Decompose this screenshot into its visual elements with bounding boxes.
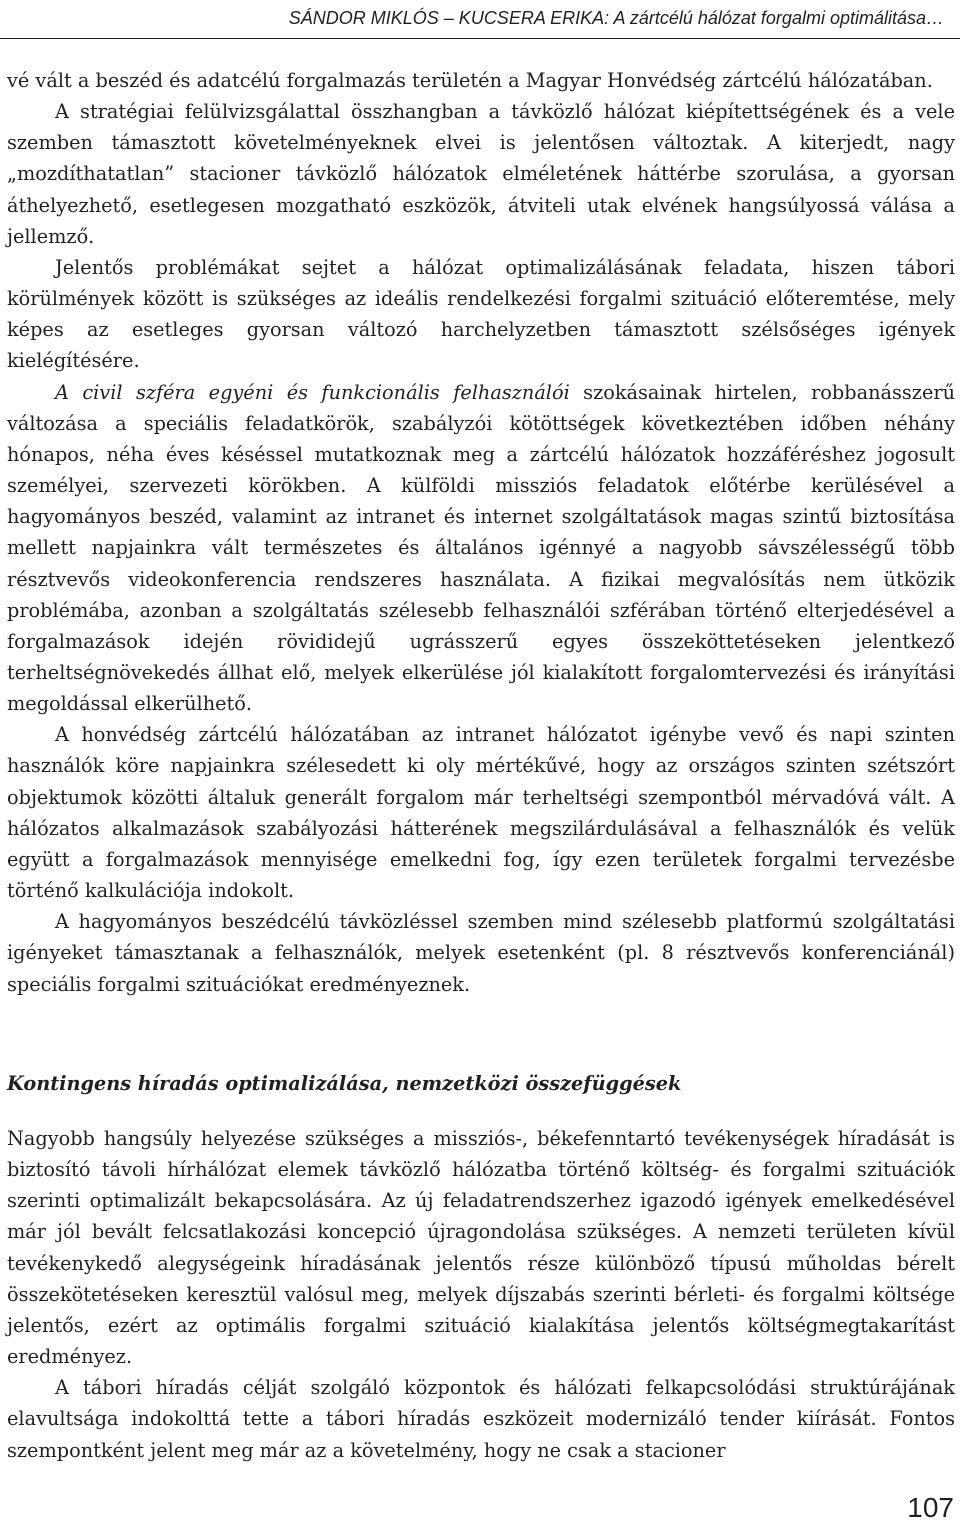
body-text-upper (7, 65, 955, 1000)
body-text-lower (7, 1123, 955, 1466)
paragraph-platform-demands: A hagyományos beszédcélú távközléssel szemben mind szélesebb platformú szolgáltatási igényeket támasztanak a felhasználók, melyek esetenként (pl. 8 résztvevős konferenciánál) speciális forgalmi szituációkat eredményeznek. (7, 910, 955, 996)
header-divider (0, 38, 960, 39)
paragraph-field-communications: A tábori híradás célját szolgáló központok és hálózati felkapcsolódási struktúrájának elavultsága indokolttá tette a tábori híradás eszközeit modernizáló tender kiírását. Fontos szempontként jelent meg már az a követelmény, hogy ne csak a stacioner (7, 1376, 955, 1462)
paragraph-continuation: vé vált a beszéd és adatcélú forgalmazás területén a Magyar Honvédség zártcélú hálózatában. (7, 69, 933, 92)
paragraph-civil-body: szokásainak hirtelen, robbanásszerű változása a speciális feladatkörök, szabályzói kötöttségek következtében időben néhány hónapos, néha éves késéssel mutatkoznak meg a zártcélú hálózatok hozzáféréshez jogosult személyei, szervezeti körökben. A külföldi missziós feladatok előtérbe kerülésével a hagyományos beszéd, valamint az intranet és internet szolgáltatások magas szintű biztosítása mellett napjainkra vált természetes és általános igénnyé a nagyobb sávszélességű több résztvevős videokonferencia rendszeres használata. A fizikai megvalósítás nem ütközik problémába, azonban a szolgáltatás szélesebb felhasználói szférában történő elterjedésével a forgalmazások idején rövididejű ugrásszerű egyes összeköttetéseken jelentkező terheltségnövekedés állhat elő, melyek elkerülése jól kialakított forgalomtervezési és irányítási megoldással elkerülhető. (7, 380, 955, 716)
paragraph-intranet: A honvédség zártcélú hálózatában az intranet hálózatot igénybe vevő és napi szinten használók köre napjainkra szélesedett ki oly mértékűvé, hogy az országos szinten szétszórt objektumok közötti általuk generált forgalom már terheltségi szempontból mérvadóvá vált. A hálózatos alkalmazások szabályozási hátterének megszilárdulásával a felhasználók és velük együtt a forgalmazások mennyisége emelkedni fog, így ezen területek forgalmi tervezésbe történő kalkulációja indokolt. (7, 723, 955, 903)
paragraph-strategy: A stratégiai felülvizsgálattal összhangban a távközlő hálózat kiépítettségének és a vele szemben támasztott követelményeknek elvei is jelentősen változtak. A kiterjedt, nagy „mozdíthatatlan” stacioner távközlő hálózatok elméletének háttérbe szorulása, a gyorsan áthelyezhető, esetlegesen mozgatható eszközök, átviteli utak elvének hangsúlyossá válása a jellemző. (7, 100, 955, 248)
paragraph-optimization-problems: Jelentős problémákat sejtet a hálózat optimalizálásának feladata, hiszen tábori körülmények között is szükséges az ideális rendelkezési forgalmi szituáció előteremtése, mely képes az esetleges gyorsan változó harchelyzetben támasztott szélsőséges igények kielégítésére. (7, 255, 955, 373)
paragraph-mission-communications: Nagyobb hangsúly helyezése szükséges a missziós-, békefenntartó tevékenységek híradását is biztosító távoli hírhálózat elemek távközlő hálózatba történő költség- és forgalmi szituációk szerinti optimalizált bekapcsolására. Az új feladatrendszerhez igazodó igények emelkedésével már jól bevált felcsatlakozási koncepció újragondolása szükséges. A nemzeti területen kívül tevékenykedő alegységeink híradásának jelentős része különböző típusú műholdas bérelt összekötetéseken keresztül valósul meg, melyek díjszabás szerinti bérleti- és forgalmi költsége jelentős, ezért az optimális forgalmi szituáció kialakítása jelentős költségmegtakarítást eredményez. (7, 1127, 955, 1369)
paragraph-civil-sphere (7, 377, 955, 720)
running-header: SÁNDOR MIKLÓS – KUCSERA ERIKA: A zártcélú hálózat forgalmi optimálitása… (288, 8, 944, 28)
page-number: 107 (907, 1492, 954, 1523)
section-heading: Kontingens híradás optimalizálása, nemzetközi összefüggések (7, 1072, 682, 1095)
italic-lead-phrase: A civil szféra egyéni és funkcionális felhasználói (55, 380, 570, 404)
